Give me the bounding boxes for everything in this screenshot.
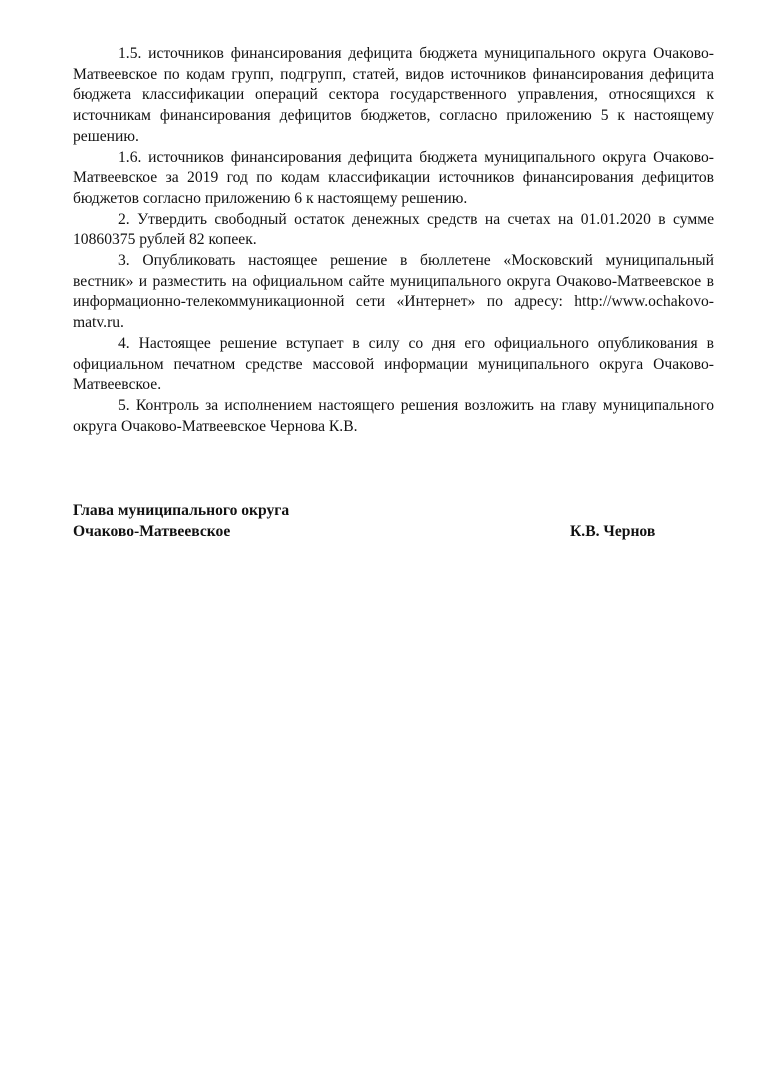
- paragraph-2: 2. Утвердить свободный остаток денежных средств на счетах на 01.01.2020 в сумме 10860375 рублей 82 копеек.: [73, 210, 714, 249]
- signature-title-line-1: Глава муниципального округа: [73, 502, 290, 519]
- paragraph-1-5: 1.5. источников финансирования дефицита бюджета муниципального округа Очаково-Матвеевское по кодам групп, подгрупп, статей, видов источников финансирования дефицита бюджета классификации операций сектора государственного управления, относящихся к источникам финансирования дефицитов бюджетов, согласно приложению 5 к настоящему решению.: [73, 45, 714, 145]
- document-body: [73, 44, 714, 437]
- signature-title-district: Очаково-Матвеевское: [73, 523, 231, 540]
- paragraph-1-6: 1.6. источников финансирования дефицита бюджета муниципального округа Очаково-Матвеевское за 2019 год по кодам классификации источников финансирования дефицитов бюджетов согласно приложению 6 к настоящему решению.: [73, 148, 714, 207]
- signature-title-line-2: [73, 521, 673, 542]
- paragraph-3: 3. Опубликовать настоящее решение в бюллетене «Московский муниципальный вестник» и разместить на официальном сайте муниципального округа Очаково-Матвеевское в информационно-телекоммуникационной сети «Интернет» по адресу: http://www.ochakovo-matv.ru.: [73, 252, 714, 332]
- signature-name: К.В. Чернов: [570, 523, 656, 540]
- signature-block: [73, 500, 673, 542]
- paragraph-4: 4. Настоящее решение вступает в силу со дня его официального опубликования в официальном печатном средстве массовой информации муниципального округа Очаково-Матвеевское.: [73, 334, 714, 394]
- paragraph-5: 5. Контроль за исполнением настоящего решения возложить на главу муниципального округа Очаково-Матвеевское Чернова К.В.: [73, 396, 714, 435]
